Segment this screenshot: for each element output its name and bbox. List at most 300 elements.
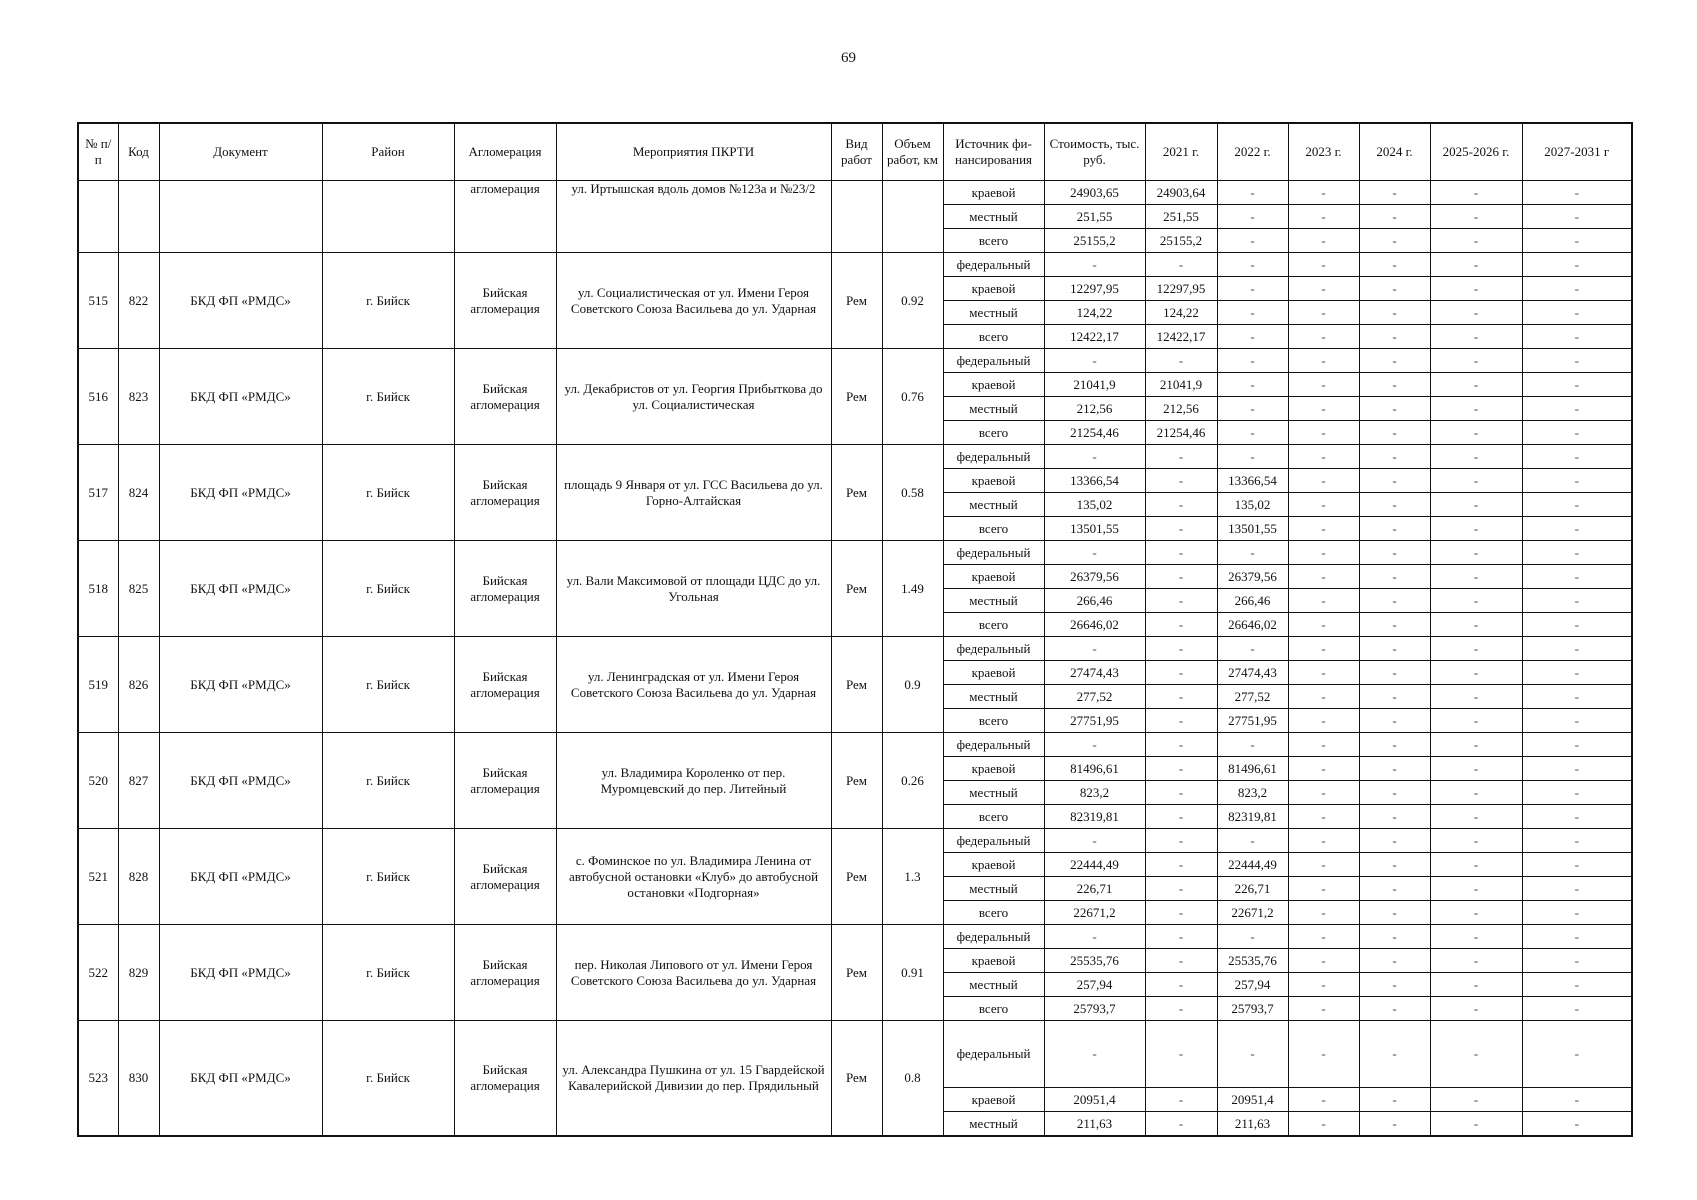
- year-2021-cell: -: [1145, 925, 1217, 949]
- cost-cell: 257,94: [1044, 973, 1145, 997]
- year-2025-2026-cell: -: [1430, 709, 1522, 733]
- year-2027-2031-cell: -: [1522, 901, 1632, 925]
- year-2024-cell: -: [1359, 613, 1430, 637]
- year-2022-cell: 13501,55: [1217, 517, 1288, 541]
- cost-cell: -: [1044, 253, 1145, 277]
- year-2027-2031-cell: -: [1522, 205, 1632, 229]
- page-number: 69: [841, 50, 856, 66]
- year-2022-cell: -: [1217, 829, 1288, 853]
- year-2024-cell: -: [1359, 277, 1430, 301]
- year-2022-cell: 25535,76: [1217, 949, 1288, 973]
- year-2024-cell: -: [1359, 1021, 1430, 1088]
- year-2027-2031-cell: -: [1522, 541, 1632, 565]
- funding-source-cell: краевой: [943, 373, 1044, 397]
- year-2021-cell: -: [1145, 949, 1217, 973]
- year-2024-cell: -: [1359, 733, 1430, 757]
- year-2022-cell: 27751,95: [1217, 709, 1288, 733]
- cost-cell: -: [1044, 445, 1145, 469]
- measure-cell: ул. Иртышская вдоль домов №123а и №23/2: [556, 181, 831, 253]
- district-cell: г. Бийск: [322, 253, 454, 349]
- table-row: [78, 253, 1632, 277]
- year-2023-cell: -: [1288, 613, 1359, 637]
- year-2027-2031-cell: -: [1522, 469, 1632, 493]
- year-2025-2026-cell: -: [1430, 229, 1522, 253]
- col-header-2027-2031: 2027-2031 г: [1522, 123, 1632, 181]
- year-2025-2026-cell: -: [1430, 613, 1522, 637]
- col-header-agglomeration: Агломерация: [454, 123, 556, 181]
- year-2027-2031-cell: -: [1522, 661, 1632, 685]
- year-2025-2026-cell: -: [1430, 685, 1522, 709]
- year-2023-cell: -: [1288, 733, 1359, 757]
- cost-cell: 22444,49: [1044, 853, 1145, 877]
- year-2027-2031-cell: -: [1522, 997, 1632, 1021]
- year-2024-cell: -: [1359, 373, 1430, 397]
- year-2025-2026-cell: -: [1430, 493, 1522, 517]
- year-2027-2031-cell: -: [1522, 781, 1632, 805]
- district-cell: г. Бийск: [322, 349, 454, 445]
- funding-source-cell: федеральный: [943, 829, 1044, 853]
- measure-cell: ул. Социалистическая от ул. Имени Героя Советского Союза Васильева до ул. Ударная: [556, 253, 831, 349]
- year-2021-cell: -: [1145, 565, 1217, 589]
- year-2021-cell: -: [1145, 973, 1217, 997]
- funding-source-cell: всего: [943, 421, 1044, 445]
- row-number: 516: [78, 349, 118, 445]
- year-2025-2026-cell: -: [1430, 661, 1522, 685]
- year-2025-2026-cell: -: [1430, 301, 1522, 325]
- funding-source-cell: местный: [943, 877, 1044, 901]
- cost-cell: -: [1044, 637, 1145, 661]
- year-2023-cell: -: [1288, 1112, 1359, 1137]
- year-2027-2031-cell: -: [1522, 397, 1632, 421]
- funding-source-cell: краевой: [943, 949, 1044, 973]
- year-2025-2026-cell: -: [1430, 997, 1522, 1021]
- year-2023-cell: -: [1288, 877, 1359, 901]
- year-2022-cell: -: [1217, 349, 1288, 373]
- funding-source-cell: местный: [943, 589, 1044, 613]
- year-2021-cell: -: [1145, 493, 1217, 517]
- year-2021-cell: -: [1145, 349, 1217, 373]
- year-2023-cell: -: [1288, 301, 1359, 325]
- road-works-table: [77, 122, 1633, 1137]
- funding-source-cell: местный: [943, 493, 1044, 517]
- volume-cell: 0.58: [882, 445, 943, 541]
- cost-cell: 25535,76: [1044, 949, 1145, 973]
- year-2027-2031-cell: -: [1522, 229, 1632, 253]
- year-2023-cell: -: [1288, 397, 1359, 421]
- year-2025-2026-cell: -: [1430, 253, 1522, 277]
- funding-source-cell: федеральный: [943, 349, 1044, 373]
- funding-source-cell: местный: [943, 397, 1044, 421]
- year-2021-cell: 24903,64: [1145, 181, 1217, 205]
- year-2027-2031-cell: -: [1522, 709, 1632, 733]
- year-2021-cell: -: [1145, 781, 1217, 805]
- cost-cell: 22671,2: [1044, 901, 1145, 925]
- year-2027-2031-cell: -: [1522, 301, 1632, 325]
- year-2024-cell: -: [1359, 901, 1430, 925]
- year-2025-2026-cell: -: [1430, 541, 1522, 565]
- year-2024-cell: -: [1359, 661, 1430, 685]
- year-2023-cell: -: [1288, 997, 1359, 1021]
- year-2024-cell: -: [1359, 325, 1430, 349]
- cost-cell: 13501,55: [1044, 517, 1145, 541]
- funding-source-cell: краевой: [943, 1088, 1044, 1112]
- row-number: 523: [78, 1021, 118, 1137]
- year-2025-2026-cell: -: [1430, 445, 1522, 469]
- code-cell: 824: [118, 445, 159, 541]
- cost-cell: 27751,95: [1044, 709, 1145, 733]
- year-2021-cell: 12422,17: [1145, 325, 1217, 349]
- district-cell: г. Бийск: [322, 445, 454, 541]
- district-cell: г. Бийск: [322, 541, 454, 637]
- district-cell: [322, 181, 454, 253]
- year-2022-cell: -: [1217, 397, 1288, 421]
- year-2023-cell: -: [1288, 757, 1359, 781]
- work-type-cell: Рем: [831, 445, 882, 541]
- work-type-cell: Рем: [831, 349, 882, 445]
- year-2024-cell: -: [1359, 853, 1430, 877]
- year-2021-cell: 251,55: [1145, 205, 1217, 229]
- volume-cell: 0.8: [882, 1021, 943, 1137]
- year-2025-2026-cell: -: [1430, 349, 1522, 373]
- year-2022-cell: -: [1217, 181, 1288, 205]
- year-2025-2026-cell: -: [1430, 469, 1522, 493]
- year-2025-2026-cell: -: [1430, 901, 1522, 925]
- year-2024-cell: -: [1359, 541, 1430, 565]
- volume-cell: 0.91: [882, 925, 943, 1021]
- year-2023-cell: -: [1288, 1021, 1359, 1088]
- year-2023-cell: -: [1288, 901, 1359, 925]
- year-2025-2026-cell: -: [1430, 805, 1522, 829]
- year-2023-cell: -: [1288, 493, 1359, 517]
- year-2021-cell: -: [1145, 829, 1217, 853]
- table-row: [78, 541, 1632, 565]
- year-2021-cell: 12297,95: [1145, 277, 1217, 301]
- year-2024-cell: -: [1359, 925, 1430, 949]
- year-2027-2031-cell: -: [1522, 493, 1632, 517]
- col-header-2024: 2024 г.: [1359, 123, 1430, 181]
- funding-source-cell: краевой: [943, 853, 1044, 877]
- year-2022-cell: -: [1217, 373, 1288, 397]
- year-2025-2026-cell: -: [1430, 781, 1522, 805]
- year-2022-cell: 226,71: [1217, 877, 1288, 901]
- year-2021-cell: -: [1145, 613, 1217, 637]
- year-2024-cell: -: [1359, 877, 1430, 901]
- year-2022-cell: -: [1217, 301, 1288, 325]
- year-2021-cell: -: [1145, 445, 1217, 469]
- year-2027-2031-cell: -: [1522, 877, 1632, 901]
- row-number: 519: [78, 637, 118, 733]
- document-cell: БКД ФП «РМДС»: [159, 349, 322, 445]
- agglomeration-cell: агломерация: [454, 181, 556, 253]
- year-2022-cell: 26379,56: [1217, 565, 1288, 589]
- cost-cell: 21041,9: [1044, 373, 1145, 397]
- year-2024-cell: -: [1359, 805, 1430, 829]
- volume-cell: 0.9: [882, 637, 943, 733]
- year-2024-cell: -: [1359, 829, 1430, 853]
- year-2021-cell: -: [1145, 1021, 1217, 1088]
- year-2023-cell: -: [1288, 229, 1359, 253]
- year-2025-2026-cell: -: [1430, 325, 1522, 349]
- district-cell: г. Бийск: [322, 925, 454, 1021]
- year-2023-cell: -: [1288, 325, 1359, 349]
- year-2021-cell: -: [1145, 661, 1217, 685]
- year-2022-cell: 82319,81: [1217, 805, 1288, 829]
- funding-source-cell: местный: [943, 301, 1044, 325]
- document-cell: [159, 181, 322, 253]
- year-2022-cell: -: [1217, 325, 1288, 349]
- code-cell: 825: [118, 541, 159, 637]
- funding-source-cell: всего: [943, 517, 1044, 541]
- year-2021-cell: -: [1145, 253, 1217, 277]
- district-cell: г. Бийск: [322, 637, 454, 733]
- work-type-cell: Рем: [831, 1021, 882, 1137]
- year-2027-2031-cell: -: [1522, 829, 1632, 853]
- funding-source-cell: федеральный: [943, 637, 1044, 661]
- year-2024-cell: -: [1359, 421, 1430, 445]
- year-2027-2031-cell: -: [1522, 949, 1632, 973]
- col-header-2022: 2022 г.: [1217, 123, 1288, 181]
- col-header-code: Код: [118, 123, 159, 181]
- table-row: [78, 1021, 1632, 1088]
- year-2024-cell: -: [1359, 997, 1430, 1021]
- year-2023-cell: -: [1288, 1088, 1359, 1112]
- year-2025-2026-cell: -: [1430, 973, 1522, 997]
- year-2027-2031-cell: -: [1522, 325, 1632, 349]
- year-2022-cell: 81496,61: [1217, 757, 1288, 781]
- year-2022-cell: -: [1217, 253, 1288, 277]
- volume-cell: 0.76: [882, 349, 943, 445]
- col-header-document: Документ: [159, 123, 322, 181]
- col-header-measures: Мероприятия ПКРТИ: [556, 123, 831, 181]
- year-2022-cell: 22671,2: [1217, 901, 1288, 925]
- cost-cell: 251,55: [1044, 205, 1145, 229]
- year-2027-2031-cell: -: [1522, 1088, 1632, 1112]
- year-2025-2026-cell: -: [1430, 853, 1522, 877]
- year-2021-cell: 124,22: [1145, 301, 1217, 325]
- year-2027-2031-cell: -: [1522, 421, 1632, 445]
- year-2021-cell: -: [1145, 1112, 1217, 1137]
- table-row: [78, 445, 1632, 469]
- year-2023-cell: -: [1288, 661, 1359, 685]
- year-2021-cell: -: [1145, 853, 1217, 877]
- year-2025-2026-cell: -: [1430, 949, 1522, 973]
- document-cell: БКД ФП «РМДС»: [159, 829, 322, 925]
- col-header-work-type: Вид работ: [831, 123, 882, 181]
- year-2023-cell: -: [1288, 565, 1359, 589]
- cost-cell: 277,52: [1044, 685, 1145, 709]
- funding-source-cell: краевой: [943, 469, 1044, 493]
- year-2027-2031-cell: -: [1522, 517, 1632, 541]
- year-2022-cell: 22444,49: [1217, 853, 1288, 877]
- col-header-cost: Стоимость, тыс. руб.: [1044, 123, 1145, 181]
- work-type-cell: Рем: [831, 541, 882, 637]
- year-2027-2031-cell: -: [1522, 253, 1632, 277]
- cost-cell: 266,46: [1044, 589, 1145, 613]
- year-2027-2031-cell: -: [1522, 733, 1632, 757]
- year-2025-2026-cell: -: [1430, 925, 1522, 949]
- year-2027-2031-cell: -: [1522, 805, 1632, 829]
- funding-source-cell: федеральный: [943, 541, 1044, 565]
- year-2023-cell: -: [1288, 541, 1359, 565]
- funding-source-cell: краевой: [943, 565, 1044, 589]
- year-2027-2031-cell: -: [1522, 445, 1632, 469]
- year-2023-cell: -: [1288, 829, 1359, 853]
- year-2023-cell: -: [1288, 709, 1359, 733]
- year-2024-cell: -: [1359, 397, 1430, 421]
- cost-cell: 212,56: [1044, 397, 1145, 421]
- agglomeration-cell: Бийская агломерация: [454, 541, 556, 637]
- year-2023-cell: -: [1288, 805, 1359, 829]
- year-2022-cell: 13366,54: [1217, 469, 1288, 493]
- table-row: [78, 829, 1632, 853]
- agglomeration-cell: Бийская агломерация: [454, 829, 556, 925]
- measure-cell: ул. Ленинградская от ул. Имени Героя Советского Союза Васильева до ул. Ударная: [556, 637, 831, 733]
- table-row: [78, 637, 1632, 661]
- year-2024-cell: -: [1359, 445, 1430, 469]
- funding-source-cell: всего: [943, 325, 1044, 349]
- year-2021-cell: 212,56: [1145, 397, 1217, 421]
- year-2024-cell: -: [1359, 205, 1430, 229]
- year-2025-2026-cell: -: [1430, 1021, 1522, 1088]
- measure-cell: ул. Декабристов от ул. Георгия Прибыткова до ул. Социалистическая: [556, 349, 831, 445]
- year-2021-cell: -: [1145, 997, 1217, 1021]
- year-2022-cell: -: [1217, 445, 1288, 469]
- year-2024-cell: -: [1359, 709, 1430, 733]
- document-cell: БКД ФП «РМДС»: [159, 1021, 322, 1137]
- work-type-cell: Рем: [831, 253, 882, 349]
- funding-source-cell: всего: [943, 805, 1044, 829]
- year-2021-cell: -: [1145, 541, 1217, 565]
- year-2025-2026-cell: -: [1430, 589, 1522, 613]
- year-2022-cell: 27474,43: [1217, 661, 1288, 685]
- year-2024-cell: -: [1359, 949, 1430, 973]
- cost-cell: 12422,17: [1044, 325, 1145, 349]
- funding-source-cell: всего: [943, 229, 1044, 253]
- funding-source-cell: всего: [943, 613, 1044, 637]
- volume-cell: 1.3: [882, 829, 943, 925]
- year-2024-cell: -: [1359, 973, 1430, 997]
- district-cell: г. Бийск: [322, 829, 454, 925]
- year-2025-2026-cell: -: [1430, 205, 1522, 229]
- measure-cell: площадь 9 Января от ул. ГСС Васильева до ул. Горно-Алтайская: [556, 445, 831, 541]
- cost-cell: 24903,65: [1044, 181, 1145, 205]
- year-2024-cell: -: [1359, 469, 1430, 493]
- year-2022-cell: -: [1217, 733, 1288, 757]
- agglomeration-cell: Бийская агломерация: [454, 925, 556, 1021]
- code-cell: 829: [118, 925, 159, 1021]
- cost-cell: 27474,43: [1044, 661, 1145, 685]
- agglomeration-cell: Бийская агломерация: [454, 349, 556, 445]
- code-cell: [118, 181, 159, 253]
- year-2025-2026-cell: -: [1430, 277, 1522, 301]
- funding-source-cell: краевой: [943, 757, 1044, 781]
- row-number: [78, 181, 118, 253]
- year-2022-cell: 211,63: [1217, 1112, 1288, 1137]
- funding-source-cell: федеральный: [943, 445, 1044, 469]
- year-2027-2031-cell: -: [1522, 637, 1632, 661]
- year-2027-2031-cell: -: [1522, 925, 1632, 949]
- funding-source-cell: всего: [943, 901, 1044, 925]
- col-header-funding-source: Источник фи-нансирования: [943, 123, 1044, 181]
- cost-cell: 26379,56: [1044, 565, 1145, 589]
- code-cell: 827: [118, 733, 159, 829]
- year-2024-cell: -: [1359, 565, 1430, 589]
- document-cell: БКД ФП «РМДС»: [159, 253, 322, 349]
- year-2025-2026-cell: -: [1430, 637, 1522, 661]
- measure-cell: ул. Владимира Короленко от пер. Муромцевский до пер. Литейный: [556, 733, 831, 829]
- year-2021-cell: -: [1145, 589, 1217, 613]
- year-2021-cell: -: [1145, 901, 1217, 925]
- year-2022-cell: 277,52: [1217, 685, 1288, 709]
- cost-cell: 25793,7: [1044, 997, 1145, 1021]
- col-header-district: Район: [322, 123, 454, 181]
- year-2022-cell: -: [1217, 277, 1288, 301]
- year-2022-cell: 823,2: [1217, 781, 1288, 805]
- year-2022-cell: -: [1217, 421, 1288, 445]
- year-2023-cell: -: [1288, 925, 1359, 949]
- year-2023-cell: -: [1288, 253, 1359, 277]
- cost-cell: -: [1044, 733, 1145, 757]
- year-2024-cell: -: [1359, 229, 1430, 253]
- document-cell: БКД ФП «РМДС»: [159, 925, 322, 1021]
- year-2023-cell: -: [1288, 949, 1359, 973]
- cost-cell: 25155,2: [1044, 229, 1145, 253]
- funding-source-cell: местный: [943, 205, 1044, 229]
- volume-cell: 1.49: [882, 541, 943, 637]
- year-2024-cell: -: [1359, 349, 1430, 373]
- year-2021-cell: -: [1145, 877, 1217, 901]
- year-2022-cell: 257,94: [1217, 973, 1288, 997]
- year-2022-cell: -: [1217, 229, 1288, 253]
- cost-cell: 211,63: [1044, 1112, 1145, 1137]
- funding-source-cell: краевой: [943, 661, 1044, 685]
- code-cell: 828: [118, 829, 159, 925]
- year-2025-2026-cell: -: [1430, 877, 1522, 901]
- header-row: [78, 123, 1632, 181]
- col-header-volume: Объем работ, км: [882, 123, 943, 181]
- year-2022-cell: 20951,4: [1217, 1088, 1288, 1112]
- funding-source-cell: местный: [943, 973, 1044, 997]
- year-2024-cell: -: [1359, 301, 1430, 325]
- code-cell: 826: [118, 637, 159, 733]
- year-2021-cell: -: [1145, 469, 1217, 493]
- year-2025-2026-cell: -: [1430, 829, 1522, 853]
- year-2025-2026-cell: -: [1430, 733, 1522, 757]
- work-type-cell: Рем: [831, 637, 882, 733]
- year-2025-2026-cell: -: [1430, 421, 1522, 445]
- year-2025-2026-cell: -: [1430, 757, 1522, 781]
- cost-cell: 82319,81: [1044, 805, 1145, 829]
- funding-source-cell: федеральный: [943, 1021, 1044, 1088]
- cost-cell: 226,71: [1044, 877, 1145, 901]
- agglomeration-cell: Бийская агломерация: [454, 733, 556, 829]
- year-2025-2026-cell: -: [1430, 517, 1522, 541]
- document-cell: БКД ФП «РМДС»: [159, 637, 322, 733]
- year-2024-cell: -: [1359, 517, 1430, 541]
- year-2024-cell: -: [1359, 253, 1430, 277]
- year-2021-cell: -: [1145, 1088, 1217, 1112]
- year-2023-cell: -: [1288, 589, 1359, 613]
- year-2023-cell: -: [1288, 349, 1359, 373]
- year-2027-2031-cell: -: [1522, 973, 1632, 997]
- work-type-cell: Рем: [831, 733, 882, 829]
- cost-cell: -: [1044, 829, 1145, 853]
- measure-cell: с. Фоминское по ул. Владимира Ленина от автобусной остановки «Клуб» до автобусной остановки «Подгорная»: [556, 829, 831, 925]
- measure-cell: пер. Николая Липового от ул. Имени Героя Советского Союза Васильева до ул. Ударная: [556, 925, 831, 1021]
- cost-cell: -: [1044, 541, 1145, 565]
- col-header-2023: 2023 г.: [1288, 123, 1359, 181]
- funding-source-cell: федеральный: [943, 253, 1044, 277]
